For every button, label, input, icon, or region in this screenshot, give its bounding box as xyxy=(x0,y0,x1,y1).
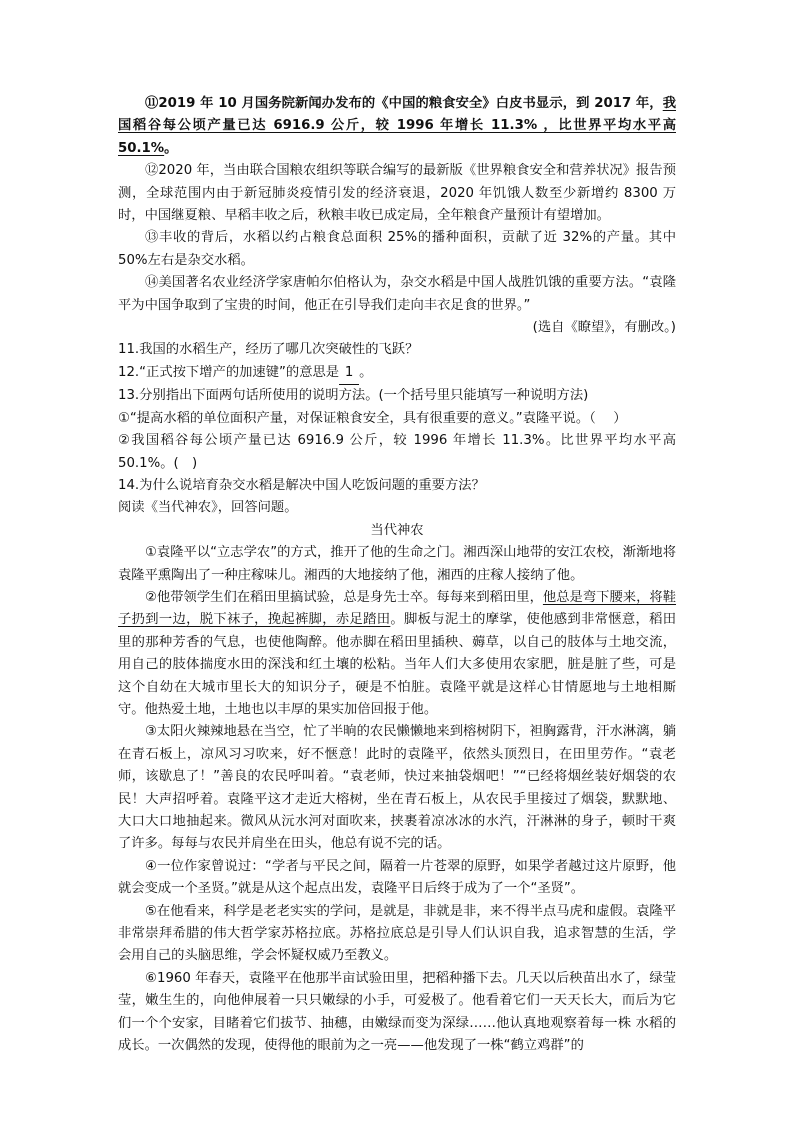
article-title: 当代神农 xyxy=(370,522,424,538)
paragraph-13: ⑬丰收的背后，水稻以约占粮食总面积 25%的播种面积，贡献了近 32%的产量。其中 50%左右是杂交水稻。 xyxy=(118,230,676,268)
article-paragraph-5: ⑤在他看来，科学是老老实实的学问，是就是，非就是非，来不得半点马虎和虚假。袁隆平非常崇拜希腊的伟大哲学家苏格拉底。苏格拉底总是引导人们认识自我，追求智慧的生活，学会用自己的头脑思维，学会怀疑权威乃至教义。 xyxy=(118,903,676,964)
article-paragraph-1: ①袁隆平以“立志学农”的方式，推开了他的生命之门。湘西深山地带的安江农校，渐渐地将袁隆平熏陶出了一种庄稼味儿。湘西的大地接纳了他，湘西的庄稼人接纳了他。 xyxy=(118,545,676,583)
question-14: 14.为什么说培育杂交水稻是解决中国人吃饭问题的重要方法？ xyxy=(118,477,485,493)
question-11: 11.我国的水稻生产，经历了哪几次突破性的飞跃？ xyxy=(118,342,419,358)
paragraph-11-text: ⑪2019 年 10 月国务院新闻办发布的《中国的粮食安全》白皮书显示，到 2017 年， xyxy=(145,96,663,111)
article-paragraph-6: ⑥1960 年春天，袁隆平在他那半亩试验田里，把稻种播下去。几天以后秧苗出水了，绿莹莹，嫩生生的，向他伸展着一只只嫩绿的小手，可爱极了。他看着它们一天天长大，而后为它们一个个安家，目睹着它们拔节、抽穗，由嫩绿而变为深绿……他认真地观察着每一株 水稻的成长。一次偶然的发现，使得他的眼前为之一亮——他发现了一株“鹤立鸡群”的 xyxy=(118,970,676,1054)
question-13-item-2: ②我国稻谷每公顷产量已达 6916.9 公斤，较 1996 年增长 11.3%。比世界平均水平高 50.1%。( ) xyxy=(118,433,676,471)
question-12-blank: 1 xyxy=(339,362,359,385)
article-paragraph-2-rest: 。脚板与泥土的摩挲，使他感到非常惬意，稻田里的那种芳香的气息，也使他陶醉。他赤脚在稻田里插秧、薅草，以自己的肢体与土地交流，用自己的肢体揣度水田的深浅和红土壤的松粘。当年人们大多使用农家肥，脏是脏了些，可是这个自幼在大城市里长大的知识分子，硬是不怕脏。袁隆平就是这样心甘情愿地与土地相厮守。他热爱土地，土地也以丰厚的果实加倍回报于他。 xyxy=(118,612,677,717)
document-page xyxy=(118,93,676,1057)
article-paragraph-2 xyxy=(118,587,676,721)
question-13-item-1: ①“提高水稻的单位面积产量，对保证粮食安全，具有很重要的意义。”袁隆平说。（ ） xyxy=(118,410,627,426)
article-paragraph-2-underlined: 他总是弯下腰来，将鞋子扔到一边，脱下袜子，挽起裤脚，赤足踏田 xyxy=(118,589,677,628)
question-12-end: 。 xyxy=(359,364,373,380)
paragraph-11-underlined: 我国稻谷每公顷产量已达 6916.9 公斤，较 1996 年增长 11.3% ，比世界平均水平高 50.1% xyxy=(118,96,676,156)
paragraph-14: ⑭美国著名农业经济学家唐帕尔伯格认为，杂交水稻是中国人战胜饥饿的重要方法。“袁隆平为中国争取到了宝贵的时间，他正在引导我们走向丰衣足食的世界。” xyxy=(118,275,676,313)
paragraph-12: ⑫2020 年，当由联合国粮农组织等联合编写的最新版《世界粮食安全和营养状况》报告预测，全球范围内由于新冠肺炎疫情引发的经济衰退，2020 年饥饿人数至少新增约 8300 万时，中国继夏粮、早稻丰收之后，秋粮丰收已成定局，全年粮食产量预计有望增加。 xyxy=(118,163,676,224)
question-12 xyxy=(118,362,676,385)
source-citation: (选自《瞭望》，有删改。) xyxy=(532,320,676,336)
reading-intro: 阅读《当代神农》，回答问题。 xyxy=(118,500,298,516)
paragraph-11 xyxy=(118,93,676,160)
article-paragraph-2-text: ②他带领学生们在稻田里搞试验，总是身先士卒。每每来到稻田里， xyxy=(145,589,543,605)
article-paragraph-3: ③太阳火辣辣地悬在当空，忙了半晌的农民懒懒地来到榕树阴下，袒胸露背，汗水淋漓，躺在青石板上，凉风习习吹来，好不惬意！此时的袁隆平，依然头顶烈日，在田里劳作。“袁老师，该歇息了！”善良的农民呼叫着。“袁老师，快过来抽袋烟吧！”“已经将烟丝装好烟袋的农民！大声招呼着。袁隆平这才走近大榕树，坐在青石板上，从农民手里接过了烟袋，默默地、大口大口地抽起来。微风从沅水河对面吹来，挟裹着凉冰冰的水汽，汗淋淋的身子，顿时干爽了许多。每每与农民并肩坐在田头，他总有说不完的话。 xyxy=(118,724,676,852)
question-12-text: 12.“正式按下增产的加速键”的意思是 xyxy=(118,364,340,380)
question-13: 13.分别指出下面两句话所使用的说明方法。(一个括号里只能填写一种说明方法) xyxy=(118,388,589,404)
paragraph-11-end: 。 xyxy=(164,140,178,156)
article-paragraph-4: ④一位作家曾说过：“学者与平民之间，隔着一片苍翠的原野，如果学者越过这片原野，他就会变成一个圣贤。”就是从这个起点出发，袁隆平日后终于成为了一个“圣贤”。 xyxy=(118,858,676,897)
